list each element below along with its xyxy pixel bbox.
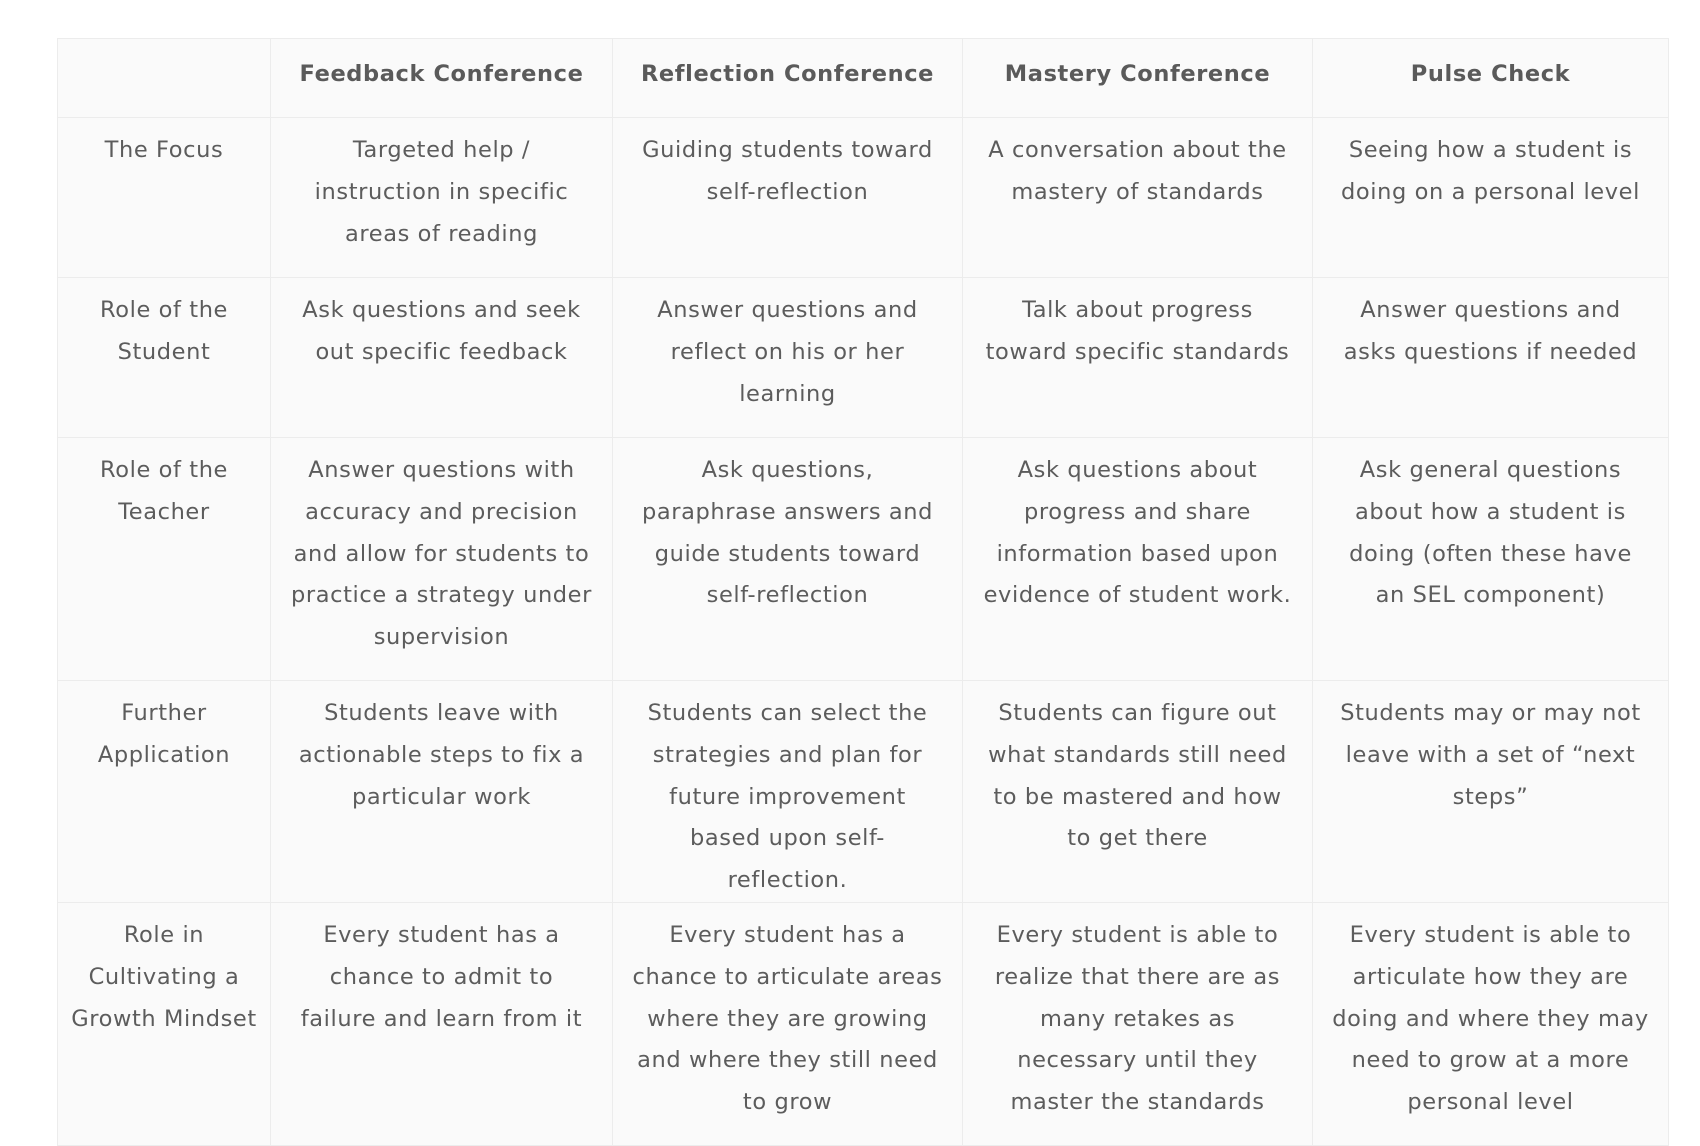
table-cell: Every student is able to articulate how they are doing and where they may need to grow at a more personal level bbox=[1313, 902, 1669, 1145]
table-cell: Answer questions with accuracy and precision and allow for students to practice a strategy under supervision bbox=[271, 438, 613, 681]
table-cell: Students leave with actionable steps to fix a particular work bbox=[271, 681, 613, 903]
table-row bbox=[58, 278, 1669, 438]
table-cell: Students can figure out what standards still need to be mastered and how to get there bbox=[963, 681, 1313, 903]
table-cell: Talk about progress toward specific standards bbox=[963, 278, 1313, 438]
table-cell: Guiding students toward self-reflection bbox=[613, 118, 963, 278]
table-cell: Ask questions, paraphrase answers and guide students toward self-reflection bbox=[613, 438, 963, 681]
table-cell: Answer questions and asks questions if needed bbox=[1313, 278, 1669, 438]
table-cell: Every student has a chance to articulate areas where they are growing and where they still need to grow bbox=[613, 902, 963, 1145]
table-cell: Every student is able to realize that there are as many retakes as necessary until they master the standards bbox=[963, 902, 1313, 1145]
row-label: Role of the Student bbox=[58, 278, 271, 438]
table-row bbox=[58, 681, 1669, 903]
row-label: Further Application bbox=[58, 681, 271, 903]
row-label: Role in Cultivating a Growth Mindset bbox=[58, 902, 271, 1145]
table-cell: Students can select the strategies and plan for future improvement based upon self-reflection. bbox=[613, 681, 963, 903]
header-cell-corner bbox=[58, 39, 271, 118]
row-label: Role of the Teacher bbox=[58, 438, 271, 681]
table-cell: Targeted help / instruction in specific areas of reading bbox=[271, 118, 613, 278]
table-row bbox=[58, 438, 1669, 681]
table-cell: Answer questions and reflect on his or her learning bbox=[613, 278, 963, 438]
table-cell: Ask questions about progress and share information based upon evidence of student work. bbox=[963, 438, 1313, 681]
table-cell: Every student has a chance to admit to failure and learn from it bbox=[271, 902, 613, 1145]
table-cell: Seeing how a student is doing on a personal level bbox=[1313, 118, 1669, 278]
table-cell: Ask questions and seek out specific feedback bbox=[271, 278, 613, 438]
table-cell: Students may or may not leave with a set of “next steps” bbox=[1313, 681, 1669, 903]
conference-comparison-table-container bbox=[57, 38, 1668, 1146]
header-reflection-conference: Reflection Conference bbox=[613, 39, 963, 118]
table-row bbox=[58, 118, 1669, 278]
header-mastery-conference: Mastery Conference bbox=[963, 39, 1313, 118]
row-label: The Focus bbox=[58, 118, 271, 278]
table-cell: Ask general questions about how a student is doing (often these have an SEL component) bbox=[1313, 438, 1669, 681]
table-cell: A conversation about the mastery of standards bbox=[963, 118, 1313, 278]
table-header-row bbox=[58, 39, 1669, 118]
conference-comparison-table bbox=[57, 38, 1669, 1146]
header-pulse-check: Pulse Check bbox=[1313, 39, 1669, 118]
table-row bbox=[58, 902, 1669, 1145]
header-feedback-conference: Feedback Conference bbox=[271, 39, 613, 118]
